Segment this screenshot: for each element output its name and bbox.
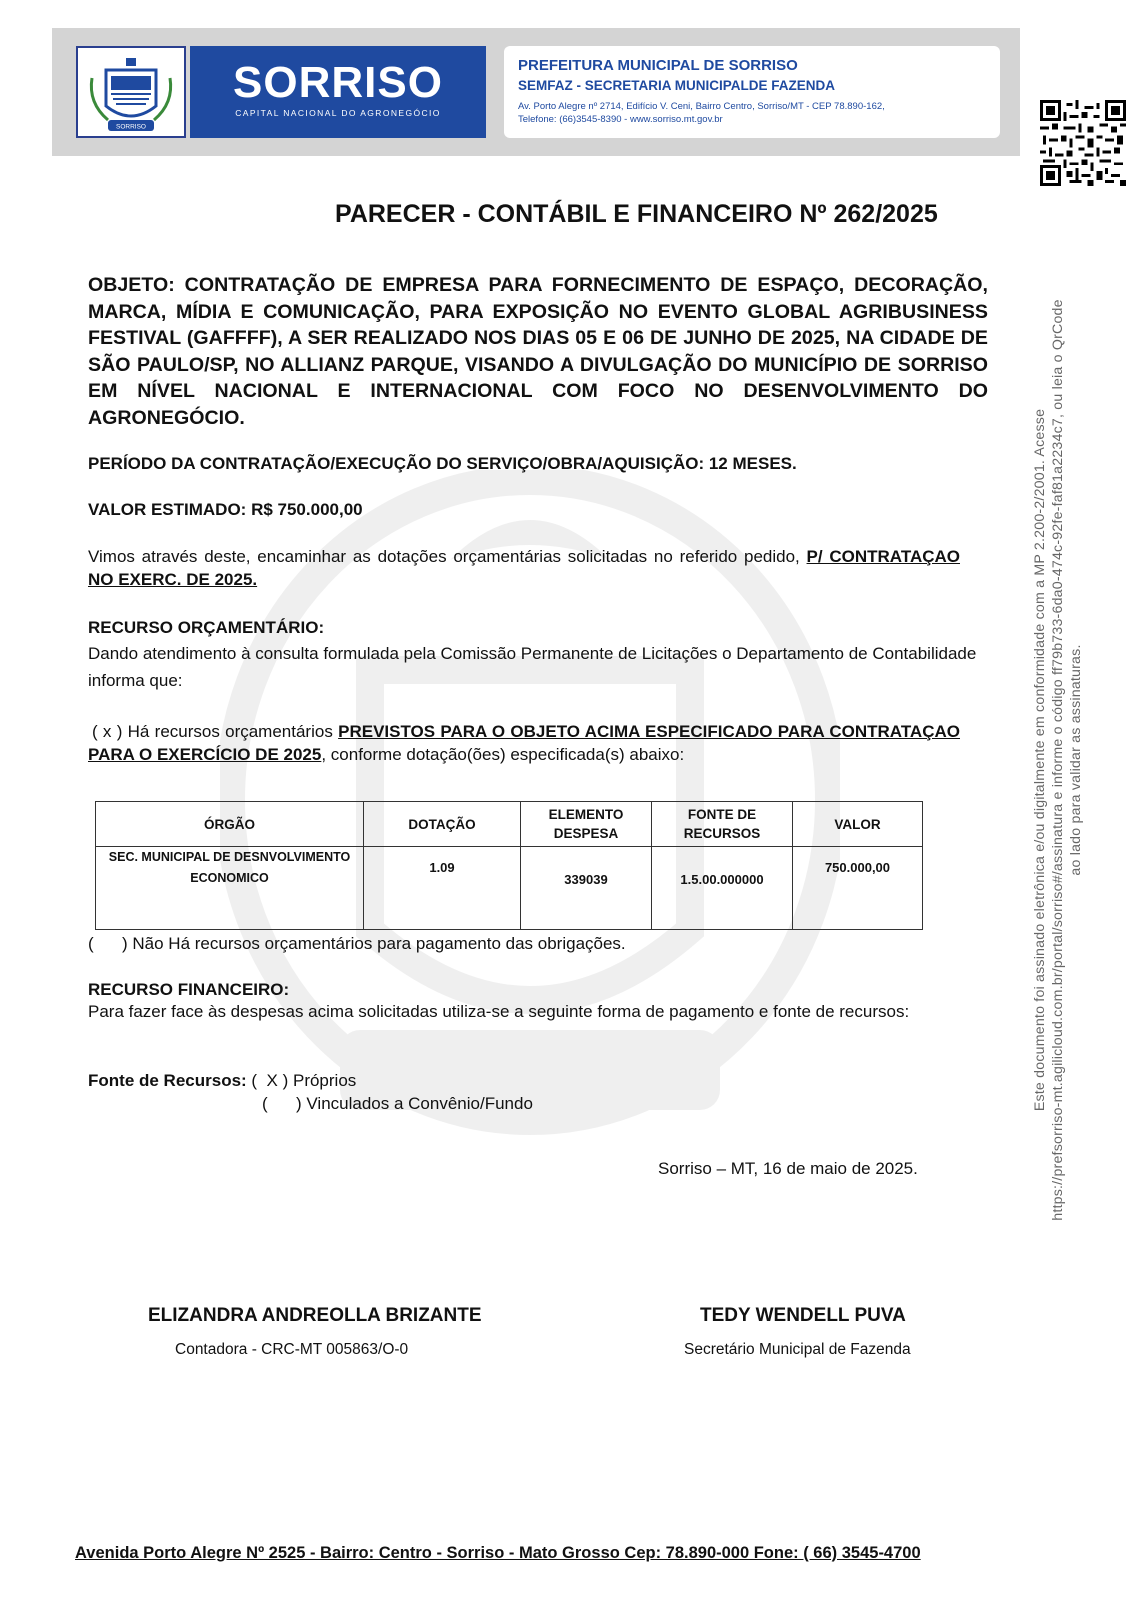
signature-notice-line3: ao lado para validar as assinaturas. <box>1068 644 1084 876</box>
signature-role-1: Contadora - CRC-MT 005863/O-0 <box>175 1341 409 1358</box>
table-header-row <box>96 802 923 847</box>
cell-dotacao: 1.09 <box>364 847 521 930</box>
option-has-resources <box>88 720 960 766</box>
periodo-line: PERÍODO DA CONTRATAÇÃO/EXECUÇÃO DO SERVIÇO/OBRA/AQUISIÇÃO: 12 MESES. <box>88 454 797 473</box>
header-line1: PREFEITURA MUNICIPAL DE SORRISO <box>518 57 798 74</box>
valor-estimado-line: VALOR ESTIMADO: R$ 750.000,00 <box>88 500 363 519</box>
header-line2: SEMFAZ - SECRETARIA MUNICIPALDE FAZENDA <box>518 78 835 93</box>
objeto-paragraph: OBJETO: CONTRATAÇÃO DE EMPRESA PARA FORNECIMENTO DE ESPAÇO, DECORAÇÃO, MARCA, MÍDIA E COMUNICAÇÃO, PARA EXPOSIÇÃO NO EVENTO GLOBAL AGRIBUSINESS FESTIVAL (GAFFFF), A SER REALIZADO NOS DIAS 05 E 06 DE JUNHO DE 2025, NA CIDADE DE SÃO PAULO/SP, NO ALLIANZ PARQUE, VISANDO A DIVULGAÇÃO DO MUNICÍPIO DE SORRISO EM NÍVEL NACIONAL E INTERNACIONAL COM FOCO NO DESENVOLVIMENTO DO AGRONEGÓCIO. <box>88 274 988 429</box>
footer-address: Avenida Porto Alegre Nº 2525 - Bairro: Centro - Sorriso - Mato Grosso Cep: 78.890-000 Fone: ( 66) 3545-4700 <box>75 1544 921 1562</box>
header-contact: Telefone: (66)3545-8390 - www.sorriso.mt.gov.br <box>518 114 723 125</box>
signature-role-2: Secretário Municipal de Fazenda <box>684 1341 911 1358</box>
col-valor: VALOR <box>793 802 923 847</box>
letterhead <box>52 28 1020 156</box>
option-yes-tail: , conforme dotação(ões) especificada(s) abaixo: <box>321 745 685 764</box>
col-elemento-despesa: ELEMENTO DESPESA <box>521 802 652 847</box>
intro-underlined: P/ CONTRATAÇAO NO EXERC. DE 2025. <box>88 547 960 589</box>
option-yes-bold: PREVISTOS PARA O OBJETO ACIMA ESPECIFICADO PARA CONTRATAÇAO PARA O EXERCÍCIO DE 2025 <box>88 722 960 764</box>
digital-signature-notice <box>1031 200 1085 1320</box>
col-orgao: ÓRGÃO <box>96 802 364 847</box>
cell-orgao: SEC. MUNICIPAL DE DESNVOLVIMENTO ECONOMICO <box>96 847 364 930</box>
brand-name: SORRISO <box>233 58 443 107</box>
fonte-option-vinculados[interactable]: ( ) Vinculados a Convênio/Fundo <box>262 1094 533 1113</box>
cell-fonte: 1.5.00.000000 <box>652 847 793 930</box>
brand-tagline: CAPITAL NACIONAL DO AGRONEGÓCIO <box>235 108 441 118</box>
fonte-recursos-line <box>88 1069 984 1092</box>
option-yes-checkbox[interactable]: ( x ) <box>92 722 123 741</box>
col-fonte-recursos: FONTE DE RECURSOS <box>652 802 793 847</box>
signature-name-1: ELIZANDRA ANDREOLLA BRIZANTE <box>148 1305 482 1326</box>
recurso-orcamentario-text: Dando atendimento à consulta formulada pela Comissão Permanente de Licitações o Departamento de Contabilidade informa que: <box>88 644 977 690</box>
crest-label: SORRISO <box>116 123 146 131</box>
table-row <box>96 847 923 930</box>
option-no-resources[interactable]: ( ) Não Há recursos orçamentários para pagamento das obrigações. <box>88 934 626 953</box>
fonte-option-proprios[interactable]: ( X ) Próprios <box>246 1071 357 1090</box>
brand-banner <box>190 46 486 138</box>
qr-code-icon[interactable] <box>1040 100 1126 186</box>
cell-valor: 750.000,00 <box>793 847 923 930</box>
signature-notice-line1: Este documento foi assinado eletrônica e/ou digitalmente em conformidade com a MP 2.200-2/2001. Acesse <box>1032 408 1048 1112</box>
recurso-financeiro-text: Para fazer face às despesas acima solicitadas utiliza-se a seguinte forma de pagamento e fonte de recursos: <box>88 1002 910 1021</box>
intro-text: Vimos através deste, encaminhar as dotações orçamentárias solicitadas no referido pedido, <box>88 547 807 566</box>
date-line: Sorriso – MT, 16 de maio de 2025. <box>658 1159 918 1178</box>
dotacao-table <box>95 801 923 930</box>
signature-name-2: TEDY WENDELL PUVA <box>700 1305 906 1326</box>
recurso-orcamentario-heading: RECURSO ORÇAMENTÁRIO: <box>88 618 325 637</box>
document-title: PARECER - CONTÁBIL E FINANCEIRO Nº 262/2025 <box>335 200 938 228</box>
recurso-financeiro-heading: RECURSO FINANCEIRO: <box>88 980 290 999</box>
header-address: Av. Porto Alegre nº 2714, Edifício V. Ceni, Bairro Centro, Sorriso/MT - CEP 78.890-162, <box>518 101 885 112</box>
header-info-box <box>504 46 1000 138</box>
fonte-label: Fonte de Recursos: <box>88 1071 247 1090</box>
col-dotacao: DOTAÇÃO <box>364 802 521 847</box>
intro-paragraph <box>88 545 960 591</box>
municipal-crest-logo <box>76 46 186 138</box>
option-yes-text: Há recursos orçamentários <box>122 722 339 741</box>
signature-notice-line2[interactable]: https://prefsorriso-mt.agilicloud.com.br/portal/sorriso#/assinatura e informe o código ff79b733-6da0-474c-92fe-faf81a2234c7, ou leia o QrCode <box>1050 299 1066 1221</box>
cell-elemento: 339039 <box>521 847 652 930</box>
